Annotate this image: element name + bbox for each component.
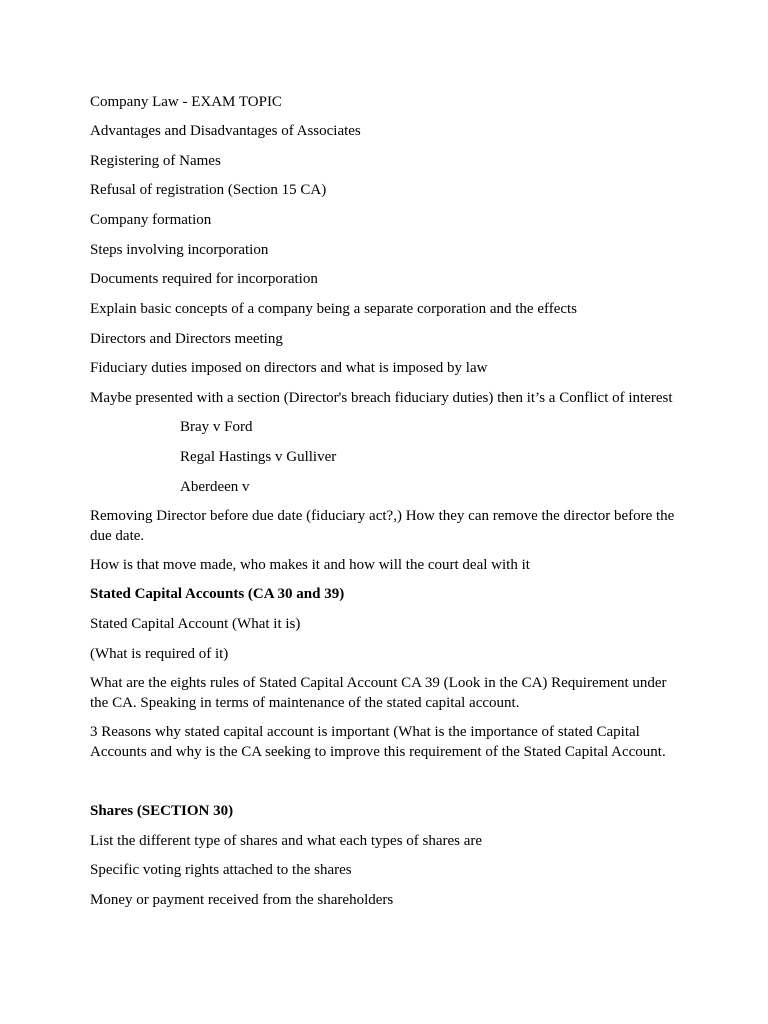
topic-line: Advantages and Disadvantages of Associates xyxy=(90,123,361,139)
case-name: Regal Hastings v Gulliver xyxy=(180,449,337,465)
document-title: Company Law - EXAM TOPIC xyxy=(90,94,282,110)
topic-line: Documents required for incorporation xyxy=(90,271,318,287)
topic-line: Fiduciary duties imposed on directors and what is imposed by law xyxy=(90,360,488,376)
topic-line: Directors and Directors meeting xyxy=(90,331,283,347)
topic-line: (What is required of it) xyxy=(90,646,229,662)
topic-line: Company formation xyxy=(90,212,212,228)
topic-line: Refusal of registration (Section 15 CA) xyxy=(90,182,327,198)
topic-line: What are the eights rules of Stated Capital Account CA 39 (Look in the CA) Requirement under the CA. Speaking in terms of maintenance of the stated capital account. xyxy=(90,675,667,711)
topic-line: Maybe presented with a section (Director's breach fiduciary duties) then it’s a Conflict of interest xyxy=(90,390,673,406)
topic-line: Stated Capital Account (What it is) xyxy=(90,616,301,632)
section-heading: Shares (SECTION 30) xyxy=(90,803,234,819)
case-name: Bray v Ford xyxy=(180,419,253,435)
case-name: Aberdeen v xyxy=(180,479,250,495)
topic-line: Registering of Names xyxy=(90,153,221,169)
topic-line: How is that move made, who makes it and how will the court deal with it xyxy=(90,557,530,573)
topic-line: 3 Reasons why stated capital account is important (What is the importance of stated Capital Accounts and why is the CA seeking to improve this requirement of the Stated Capital Account. xyxy=(90,724,666,760)
section-heading: Stated Capital Accounts (CA 30 and 39) xyxy=(90,586,345,602)
topic-line: List the different type of shares and what each types of shares are xyxy=(90,833,483,849)
topic-line: Steps involving incorporation xyxy=(90,242,269,258)
topic-line: Money or payment received from the shareholders xyxy=(90,892,394,908)
topic-line: Specific voting rights attached to the shares xyxy=(90,862,352,878)
topic-line: Explain basic concepts of a company being a separate corporation and the effects xyxy=(90,301,578,317)
topic-line: Removing Director before due date (fiduciary act?,) How they can remove the director before the due date. xyxy=(90,508,675,544)
